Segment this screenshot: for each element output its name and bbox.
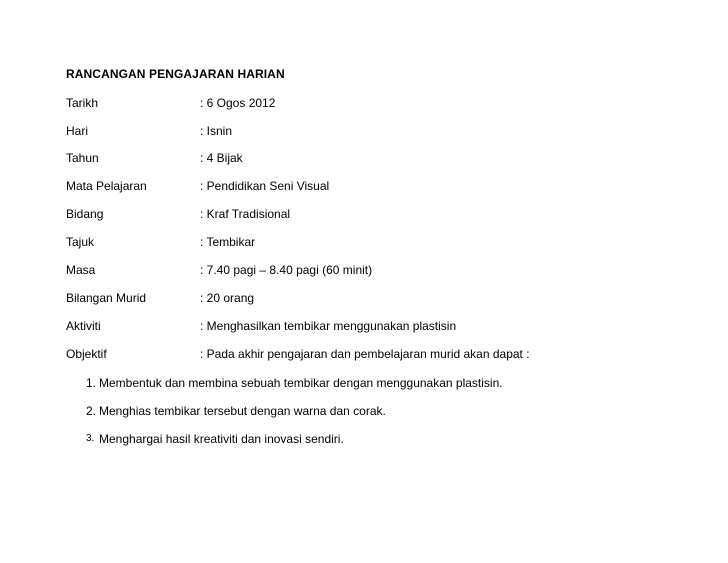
objective-number: 3. (86, 433, 95, 444)
objective-text: Membentuk dan membina sebuah tembikar dengan menggunakan plastisin. (99, 376, 503, 390)
field-label: Masa (66, 263, 96, 277)
field-value: : Pada akhir pengajaran dan pembelajaran murid akan dapat : (200, 347, 530, 361)
field-value: : Pendidikan Seni Visual (200, 179, 330, 193)
objective-number: 2. (86, 404, 97, 418)
field-value: : 4 Bijak (200, 151, 243, 165)
field-label: Tahun (66, 151, 99, 165)
objective-text: Menghias tembikar tersebut dengan warna dan corak. (99, 404, 386, 418)
field-label: Hari (66, 124, 89, 138)
field-label: Objektif (66, 347, 107, 361)
field-value: : 20 orang (200, 291, 255, 305)
field-value: : Tembikar (200, 235, 256, 249)
field-label: Bilangan Murid (66, 291, 147, 305)
field-value: : Isnin (200, 124, 233, 138)
field-label: Mata Pelajaran (66, 179, 147, 193)
field-label: Tajuk (66, 235, 95, 249)
field-label: Tarikh (66, 96, 99, 110)
field-label: Bidang (66, 207, 104, 221)
field-value: : Kraf Tradisional (200, 207, 291, 221)
objective-text: Menghargai hasil kreativiti dan inovasi sendiri. (99, 432, 344, 446)
field-value: : 6 Ogos 2012 (200, 96, 276, 110)
objective-number: 1. (86, 376, 97, 390)
field-label: Aktiviti (66, 319, 101, 333)
field-value: : 7.40 pagi – 8.40 pagi (60 minit) (200, 263, 373, 277)
document-title: RANCANGAN PENGAJARAN HARIAN (66, 67, 285, 81)
field-value: : Menghasilkan tembikar menggunakan plastisin (200, 319, 457, 333)
